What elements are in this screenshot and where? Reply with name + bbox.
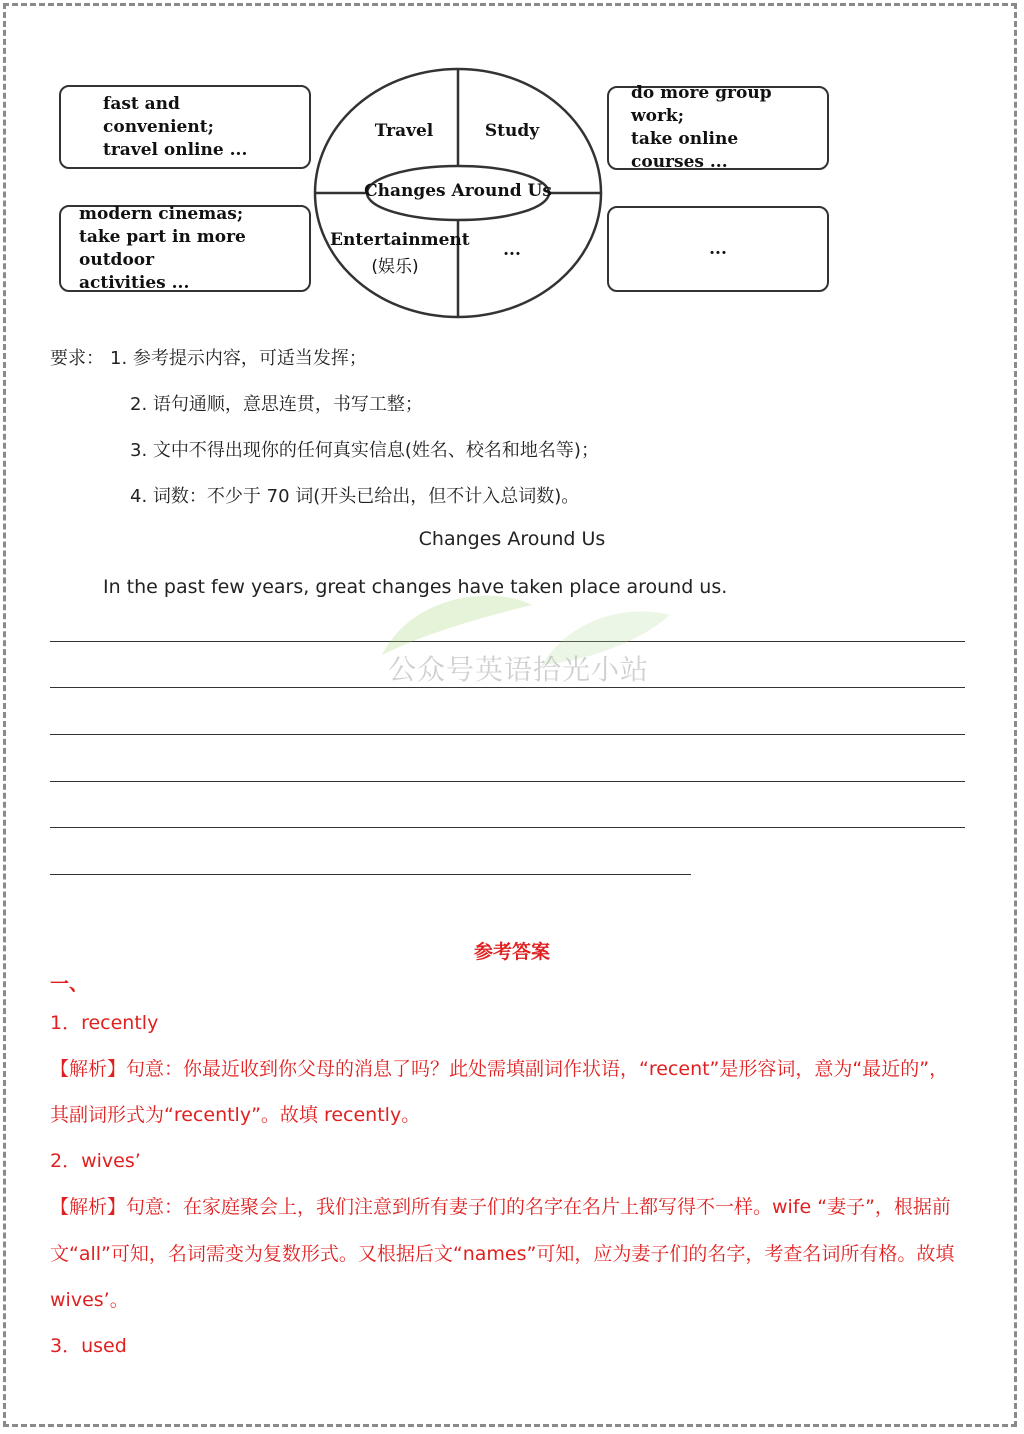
- travel-hint-box: [59, 85, 311, 169]
- entertainment-hint-line3: activities ...: [79, 272, 190, 293]
- answer-2-explanation-line1: 【解析】句意：在家庭聚会上，我们注意到所有妻子们的名字在名片上都写得不一样。wife “妻子”，根据前: [50, 1196, 951, 1218]
- entertainment-hint-line1: modern cinemas;: [79, 203, 244, 224]
- requirement-4: 4. 词数：不少于 70 词(开头已给出，但不计入总词数)。: [130, 486, 580, 507]
- answer-3: 3．used: [50, 1335, 127, 1357]
- study-hint-line1: do more group work;: [631, 83, 772, 126]
- quadrant-entertainment: Entertainment: [330, 230, 470, 250]
- writing-line: [50, 874, 691, 875]
- study-hint-box: [607, 83, 829, 172]
- answer-2: 2．wives’: [50, 1150, 141, 1172]
- answers-section-label: 一、: [50, 973, 89, 995]
- entertainment-hint-line2: take part in more outdoor: [79, 226, 246, 270]
- requirement-1: 1. 参考提示内容，可适当发挥；: [110, 348, 367, 369]
- answer-1-explanation-line2: 其副词形式为“recently”。故填 recently。: [50, 1104, 421, 1126]
- center-topic: Changes Around Us: [364, 181, 552, 201]
- requirement-3: 3. 文中不得出现你的任何真实信息(姓名、校名和地名等)；: [130, 440, 599, 461]
- writing-line: [50, 827, 965, 828]
- quadrant-travel: Travel: [374, 121, 434, 141]
- requirements-label: 要求：: [50, 348, 104, 369]
- answer-1: 1．recently: [50, 1012, 159, 1034]
- writing-line: [50, 734, 965, 735]
- quadrant-entertainment-cn: (娱乐): [371, 257, 419, 277]
- travel-hint-line2: travel online ...: [103, 139, 248, 160]
- essay-intro: In the past few years, great changes have taken place around us.: [103, 576, 728, 598]
- entertainment-hint-box: [59, 205, 311, 292]
- answers-heading: 参考答案: [473, 941, 550, 963]
- watermark-text: 公众号英语拾光小站: [388, 653, 650, 686]
- other-hint-box: [607, 206, 829, 292]
- travel-hint-line1: fast and convenient;: [103, 93, 214, 137]
- study-hint-line2: take online courses ...: [631, 129, 739, 172]
- requirement-2: 2. 语句通顺，意思连贯，书写工整；: [130, 394, 423, 415]
- answer-1-explanation-line1: 【解析】句意：你最近收到你父母的消息了吗？此处需填副词作状语，“recent”是形容词，意为“最近的”，: [50, 1058, 949, 1080]
- essay-title: Changes Around Us: [418, 528, 606, 550]
- answer-2-explanation-line2: 文“all”可知，名词需变为复数形式。又根据后文“names”可知，应为妻子们的名字，考查名词所有格。故填: [50, 1243, 955, 1265]
- answer-2-explanation-line3: wives’。: [50, 1289, 129, 1311]
- quadrant-other: ...: [503, 240, 521, 260]
- quadrant-study: Study: [484, 121, 540, 141]
- other-hint-text: ...: [709, 238, 727, 259]
- writing-line: [50, 781, 965, 782]
